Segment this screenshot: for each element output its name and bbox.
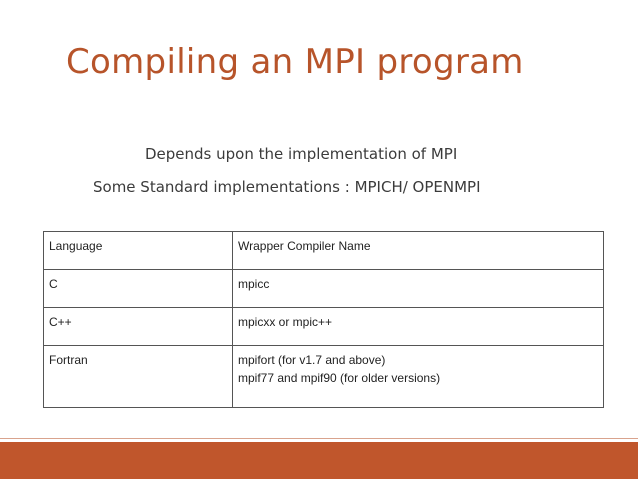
table-row — [44, 308, 604, 346]
cell-language: Fortran — [44, 346, 233, 408]
table-header-row — [44, 232, 604, 270]
cell-language: C++ — [44, 308, 233, 346]
cell-compiler: mpicc — [233, 270, 604, 308]
footer-bar — [0, 442, 638, 479]
footer-divider — [0, 438, 638, 439]
subtitle-standard-implementations: Some Standard implementations : MPICH/ OPENMPI — [93, 178, 481, 196]
cell-compiler-line-2: mpif77 and mpif90 (for older versions) — [238, 371, 441, 385]
cell-language: C — [44, 270, 233, 308]
slide-title: Compiling an MPI program — [66, 42, 524, 82]
cell-compiler — [233, 346, 604, 408]
table-row — [44, 346, 604, 408]
cell-compiler-line-1: mpifort (for v1.7 and above) — [238, 353, 386, 367]
compiler-table — [43, 231, 604, 408]
table-row — [44, 270, 604, 308]
cell-compiler: mpicxx or mpic++ — [233, 308, 604, 346]
subtitle-implementation: Depends upon the implementation of MPI — [145, 145, 458, 163]
header-wrapper-compiler-name: Wrapper Compiler Name — [233, 232, 604, 270]
header-language: Language — [44, 232, 233, 270]
